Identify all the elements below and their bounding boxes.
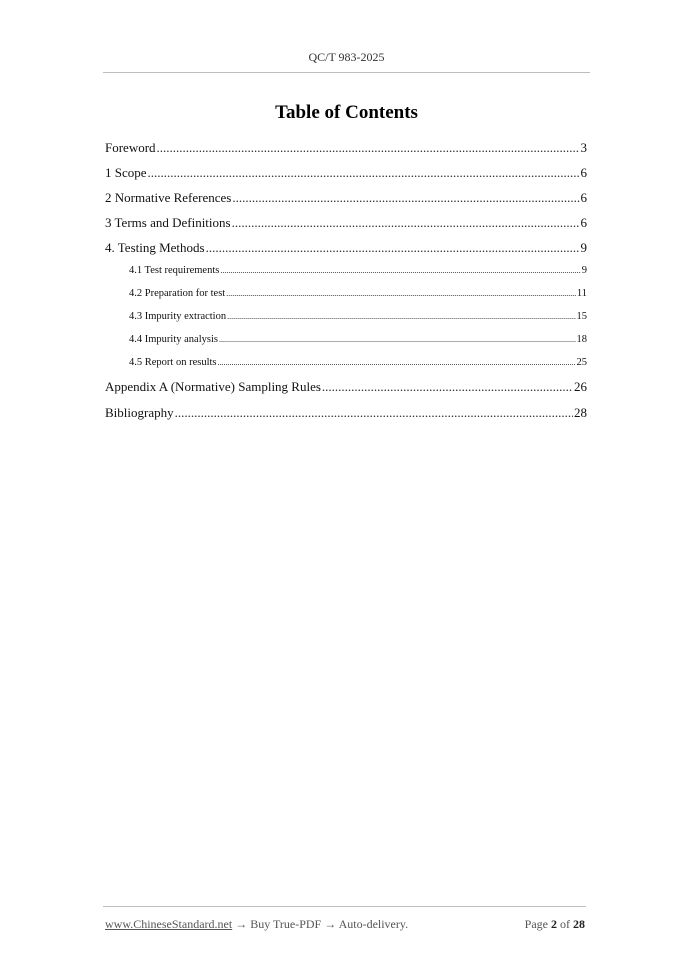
page-number [525,917,585,932]
footer-promo [105,917,408,932]
toc-entry-page: 15 [576,311,587,322]
toc-entry-label: Foreword [105,140,156,155]
dot-leader [157,140,580,156]
toc-entry-page: 6 [580,190,587,205]
toc-entry-preparation-for-test[interactable] [129,288,587,303]
toc-entry-page: 6 [580,215,587,230]
header-divider [103,72,590,73]
promo-text: → Buy True-PDF → Auto-delivery. [232,917,409,931]
page-of: of [560,917,570,931]
toc-entry-normative-references[interactable] [105,190,587,208]
toc-entry-page: 25 [576,357,587,368]
toc-entry-label: 4.2 Preparation for test [129,288,226,299]
dot-leader [148,165,580,181]
page-current: 2 [551,917,557,931]
toc-entry-scope[interactable] [105,165,587,183]
toc-entry-foreword[interactable] [105,140,587,158]
dot-leader [220,266,580,275]
toc-entry-page: 9 [580,240,587,255]
toc-entry-test-requirements[interactable] [129,265,587,280]
toc-entry-label: 4.3 Impurity extraction [129,311,227,322]
toc-entry-label: Bibliography [105,405,174,420]
toc-entry-label: 1 Scope [105,165,147,180]
toc-entry-label: 4.4 Impurity analysis [129,334,218,345]
toc-entry-report-on-results[interactable] [129,357,587,372]
document-code: QC/T 983-2025 [308,50,385,64]
toc-entry-label: 4.1 Test requirements [129,265,220,276]
dot-leader [322,379,573,395]
dot-leader [175,405,573,421]
toc-entry-testing-methods[interactable] [105,240,587,258]
toc-entry-terms-definitions[interactable] [105,215,587,233]
page-total: 28 [573,917,585,931]
toc-entry-page: 26 [574,379,587,394]
dot-leader [219,335,576,344]
dot-leader [227,312,575,321]
dot-leader [206,240,580,256]
toc-entry-label: 4. Testing Methods [105,240,205,255]
toc-entry-page: 11 [576,288,587,299]
toc-entry-label: 2 Normative References [105,190,232,205]
toc-entry-label: 4.5 Report on results [129,357,217,368]
page-label: Page [524,917,548,931]
toc-entry-page: 28 [574,405,587,420]
dot-leader [226,289,576,298]
toc-entry-page: 3 [580,140,587,155]
toc-entry-page: 9 [581,265,587,276]
toc-entry-page: 18 [576,334,587,345]
toc-entry-appendix-a[interactable] [105,379,587,397]
dot-leader [232,190,579,206]
toc-entry-impurity-extraction[interactable] [129,311,587,326]
footer-divider [103,906,586,907]
toc-entry-page: 6 [580,165,587,180]
site-link[interactable]: www.ChineseStandard.net [105,917,233,931]
dot-leader [218,358,576,367]
toc-entry-impurity-analysis[interactable] [129,334,587,349]
toc-entry-label: 3 Terms and Definitions [105,215,231,230]
toc-entry-bibliography[interactable] [105,405,587,423]
toc-title: Table of Contents [275,102,418,123]
toc-entry-label: Appendix A (Normative) Sampling Rules [105,379,321,394]
dot-leader [232,215,580,231]
